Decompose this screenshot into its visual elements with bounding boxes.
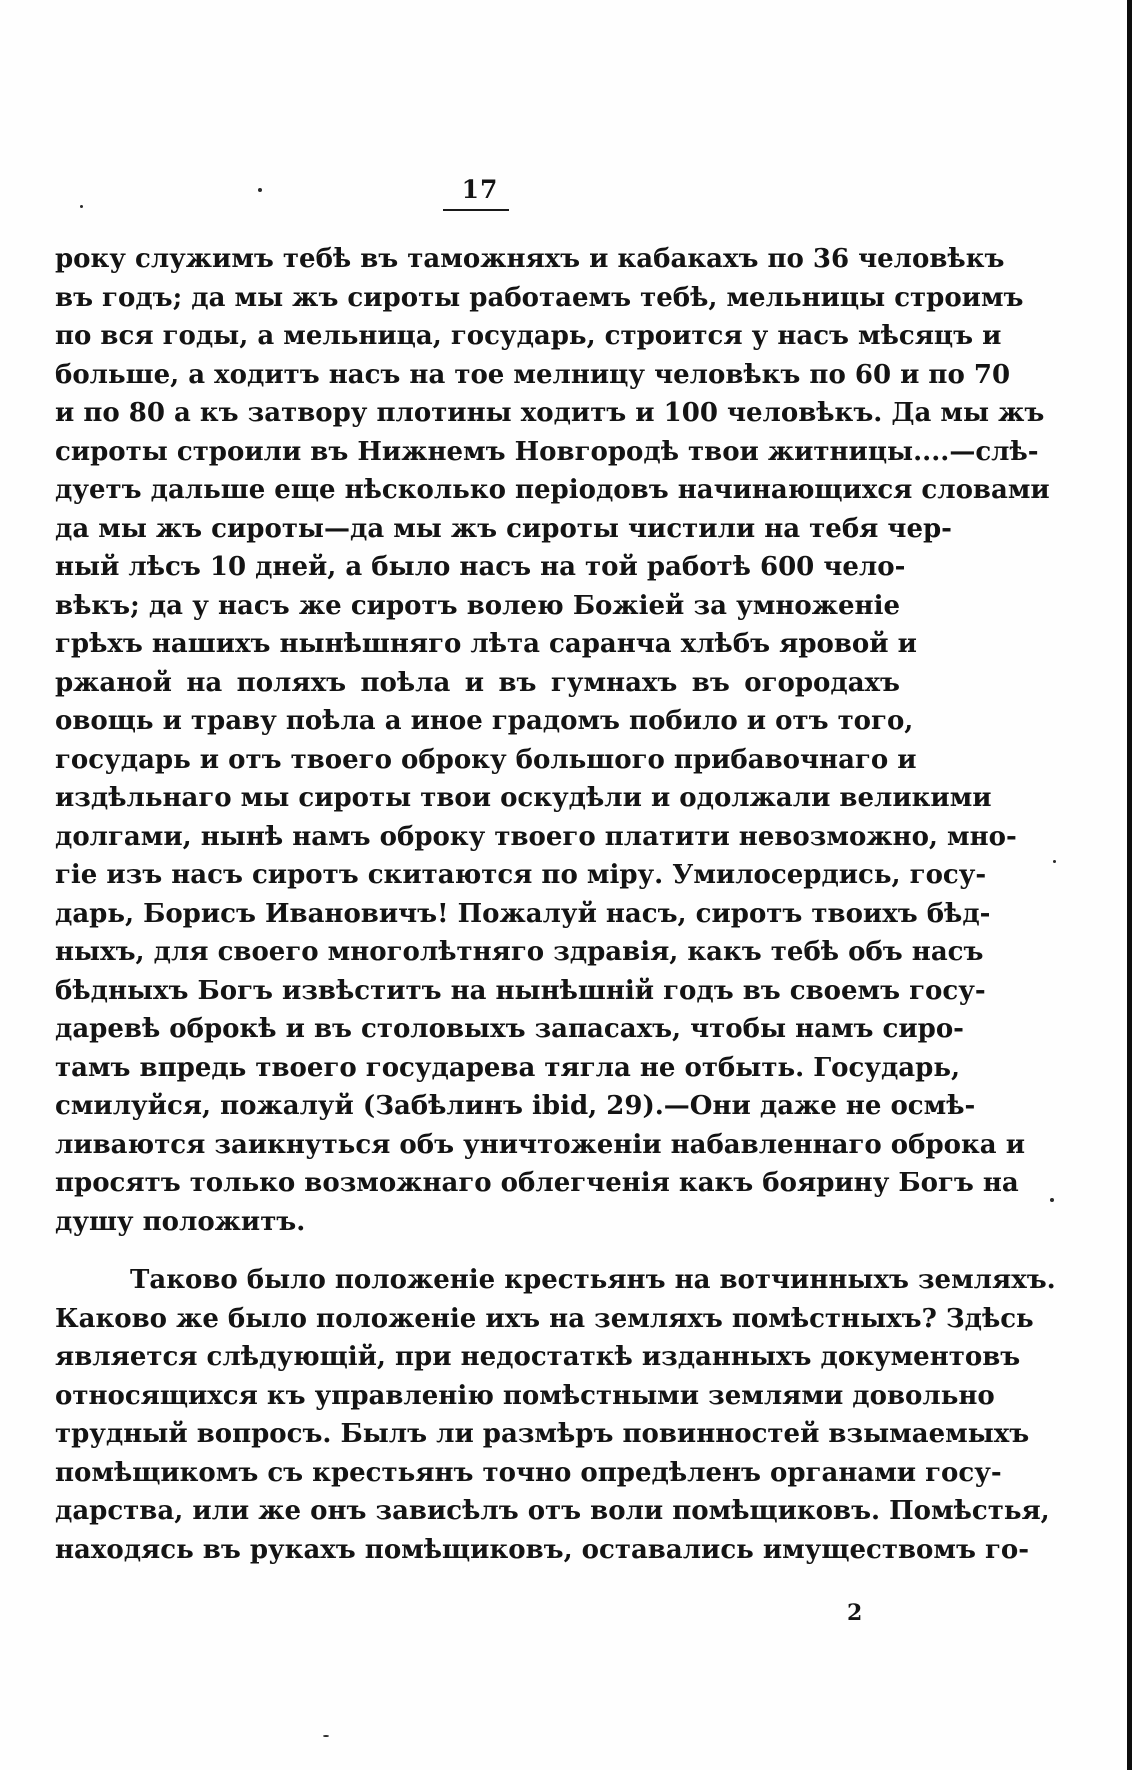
text-line: по вся годы, а мельница, государь, строится у насъ мѣсяцъ и [55, 321, 1002, 351]
text-line: долгами, нынѣ намъ оброку твоего платити невозможно, мно- [55, 821, 1017, 852]
text-line: Каково же было положеніе ихъ на земляхъ помѣстныхъ? Здѣсь [55, 1303, 1034, 1334]
text-line: ливаются заикнуться объ уничтоженіи набавленнаго оброка и [55, 1129, 1025, 1160]
paragraph-1 [55, 240, 1050, 1241]
ink-speck [1050, 1198, 1054, 1202]
text-line: тамъ впредь твоего государева тягла не отбыть. Государь, [55, 1052, 961, 1083]
text-line: въ годъ; да мы жъ сироты работаемъ тебѣ, мельницы строимъ [55, 282, 1024, 313]
text-line: даревѣ оброкѣ и въ столовыхъ запасахъ, чтобы намъ сиро- [55, 1014, 964, 1044]
text-line: дарь, Борисъ Ивановичъ! Пожалуй насъ, сиротъ твоихъ бѣд- [55, 898, 991, 929]
text-line: помѣщикомъ съ крестьянъ точно опредѣленъ органами госу- [55, 1457, 1002, 1488]
text-line: издѣльнаго мы сироты твои оскудѣли и одолжали великими [55, 783, 992, 813]
ink-speck [80, 205, 83, 208]
text-line: грѣхъ нашихъ нынѣшняго лѣта саранча хлѣбъ яровой и [55, 629, 917, 659]
signature-mark: 2 [847, 1600, 863, 1626]
body-text [55, 240, 1056, 1569]
page-number: 17 [461, 175, 499, 204]
text-line: року служимъ тебѣ въ таможняхъ и кабакахъ по 36 человѣкъ [55, 244, 1005, 274]
text-line: бѣдныхъ Богъ извѣститъ на нынѣшній годъ въ своемъ госу- [55, 975, 986, 1006]
text-line: овощь и траву поѣла а иное градомъ побило и отъ того, [55, 706, 914, 736]
text-line: дуетъ дальше еще нѣсколько періодовъ начинающихся словами [55, 475, 1050, 505]
ink-speck [323, 1735, 329, 1737]
ink-speck [258, 188, 262, 192]
text-line: гіе изъ насъ сиротъ скитаются по міру. Умилосердись, госу- [55, 860, 987, 890]
text-line: да мы жъ сироты—да мы жъ сироты чистили на тебя чер- [55, 513, 952, 544]
text-line: просятъ только возможнаго облегченія какъ боярину Богъ на [55, 1168, 1019, 1198]
text-line: вѣкъ; да у насъ же сиротъ волею Божіей за умноженіе [55, 590, 900, 621]
text-line: Таково было положеніе крестьянъ на вотчинныхъ земляхъ. [130, 1265, 1056, 1295]
text-line: относящихся къ управленію помѣстными землями довольно [55, 1380, 995, 1411]
page-number-underline [443, 209, 509, 211]
text-line: ржаной на поляхъ поѣла и въ гумнахъ въ огородахъ [55, 667, 900, 698]
text-line: смилуйся, пожалуй (Забѣлинъ ibid, 29).—Они даже не осмѣ- [55, 1091, 976, 1121]
text-line: дарства, или же онъ зависѣлъ отъ воли помѣщиковъ. Помѣстья, [55, 1496, 1050, 1526]
text-line: душу положитъ. [55, 1206, 306, 1237]
text-line: ный лѣсъ 10 дней, а было насъ на той работѣ 600 чело- [55, 552, 906, 582]
page-edge-border [1127, 0, 1132, 1770]
text-line: является слѣдующій, при недостаткѣ изданныхъ документовъ [55, 1342, 1021, 1372]
paragraph-2 [55, 1261, 1056, 1569]
text-line: ныхъ, для своего многолѣтняго здравія, какъ тебѣ объ насъ [55, 937, 984, 967]
text-line: и по 80 а къ затвору плотины ходитъ и 100 человѣкъ. Да мы жъ [55, 398, 1045, 428]
text-line: государь и отъ твоего оброку большого прибавочнаго и [55, 744, 917, 775]
text-line: сироты строили въ Нижнемъ Новгородѣ твои житницы....—слѣ- [55, 436, 1039, 467]
text-line: находясь въ рукахъ помѣщиковъ, оставались имуществомъ го- [55, 1534, 1030, 1565]
text-line: больше, а ходитъ насъ на тое мелницу человѣкъ по 60 и по 70 [55, 359, 1011, 390]
ink-speck [1053, 860, 1056, 863]
text-line: трудный вопросъ. Былъ ли размѣръ повинностей взымаемыхъ [55, 1419, 1030, 1449]
